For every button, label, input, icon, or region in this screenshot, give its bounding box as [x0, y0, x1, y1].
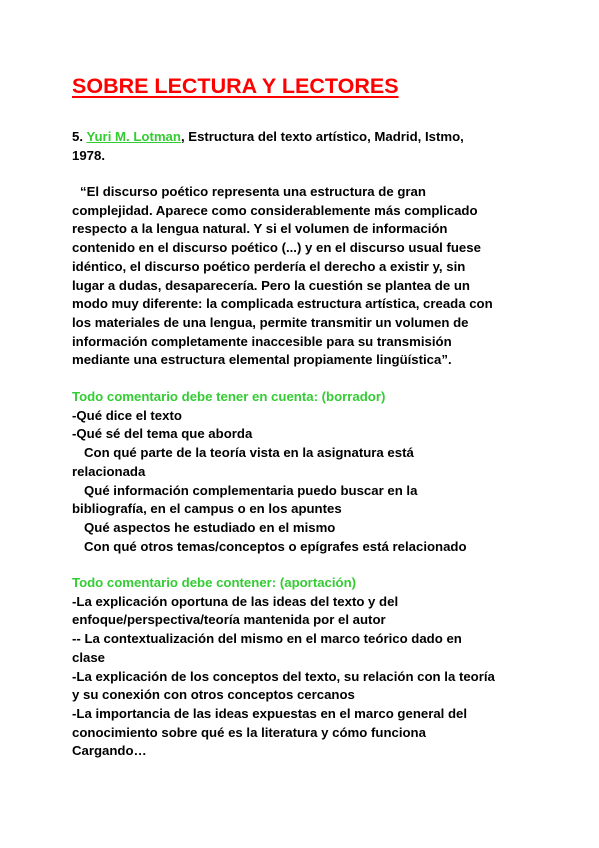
bibliographic-reference: [72, 128, 542, 165]
list-item: Qué aspectos he estudiado en el mismo: [84, 519, 336, 535]
quote-line: mediante una estructura elemental propiamente lingüística”.: [72, 352, 452, 368]
quote-line: idéntico, el discurso poético perdería el derecho a existir y, sin: [72, 258, 466, 274]
section-heading: Todo comentario debe contener: (aportación): [72, 575, 357, 590]
section-aportacion: [72, 574, 542, 761]
quote-line: información completamente inaccesible para su transmisión: [72, 333, 452, 349]
quote-line: modo muy diferente: la complicada estructura artística, creada con: [72, 296, 493, 312]
quote-block: [72, 183, 542, 370]
quote-line: lugar a dudas, desaparecería. Pero la cuestión se plantea de un: [72, 277, 470, 293]
author-link[interactable]: Yuri M. Lotman: [86, 129, 181, 144]
quote-line: los materiales de una lengua, permite transmitir un volumen de: [72, 314, 469, 330]
list-item: clase: [72, 649, 106, 665]
list-item: -- La contextualización del mismo en el marco teórico dado en: [72, 631, 462, 647]
quote-line: “El discurso poético representa una estructura de gran: [80, 184, 426, 199]
section-heading: Todo comentario debe tener en cuenta: (borrador): [72, 389, 386, 404]
list-item: -La explicación de los conceptos del texto, su relación con la teoría: [72, 668, 495, 684]
loading-indicator: Cargando…: [72, 743, 147, 759]
list-item: Con qué parte de la teoría vista en la asignatura está: [84, 445, 414, 461]
quote-line: complejidad. Aparece como considerablemente más complicado: [72, 202, 478, 218]
page-title: SOBRE LECTURA Y LECTORES: [72, 74, 399, 98]
list-item: bibliografía, en el campus o en los apuntes: [72, 501, 342, 517]
list-item: y su conexión con otros conceptos cercanos: [72, 687, 355, 703]
list-item: -La explicación oportuna de las ideas del texto y del: [72, 593, 399, 609]
section-borrador: [72, 388, 542, 556]
quote-line: respecto a la lengua natural. Y si el volumen de información: [72, 221, 448, 237]
reference-details: , Estructura del texto artístico, Madrid, Istmo,: [180, 129, 464, 144]
list-item: relacionada: [72, 463, 146, 479]
list-item: Qué información complementaria puedo buscar en la: [84, 482, 418, 498]
reference-number: 5.: [72, 129, 83, 144]
list-item: conocimiento sobre qué es la literatura y cómo funciona: [72, 724, 426, 740]
list-item: -Qué sé del tema que aborda: [72, 426, 253, 442]
list-item: -La importancia de las ideas expuestas en el marco general del: [72, 705, 468, 721]
list-item: -Qué dice el texto: [72, 407, 182, 423]
list-item: Con qué otros temas/conceptos o epígrafes está relacionado: [84, 538, 467, 554]
reference-year: 1978.: [72, 147, 106, 163]
list-item: enfoque/perspectiva/teoría mantenida por el autor: [72, 612, 386, 628]
quote-line: contenido en el discurso poético (...) y en el discurso usual fuese: [72, 240, 481, 256]
